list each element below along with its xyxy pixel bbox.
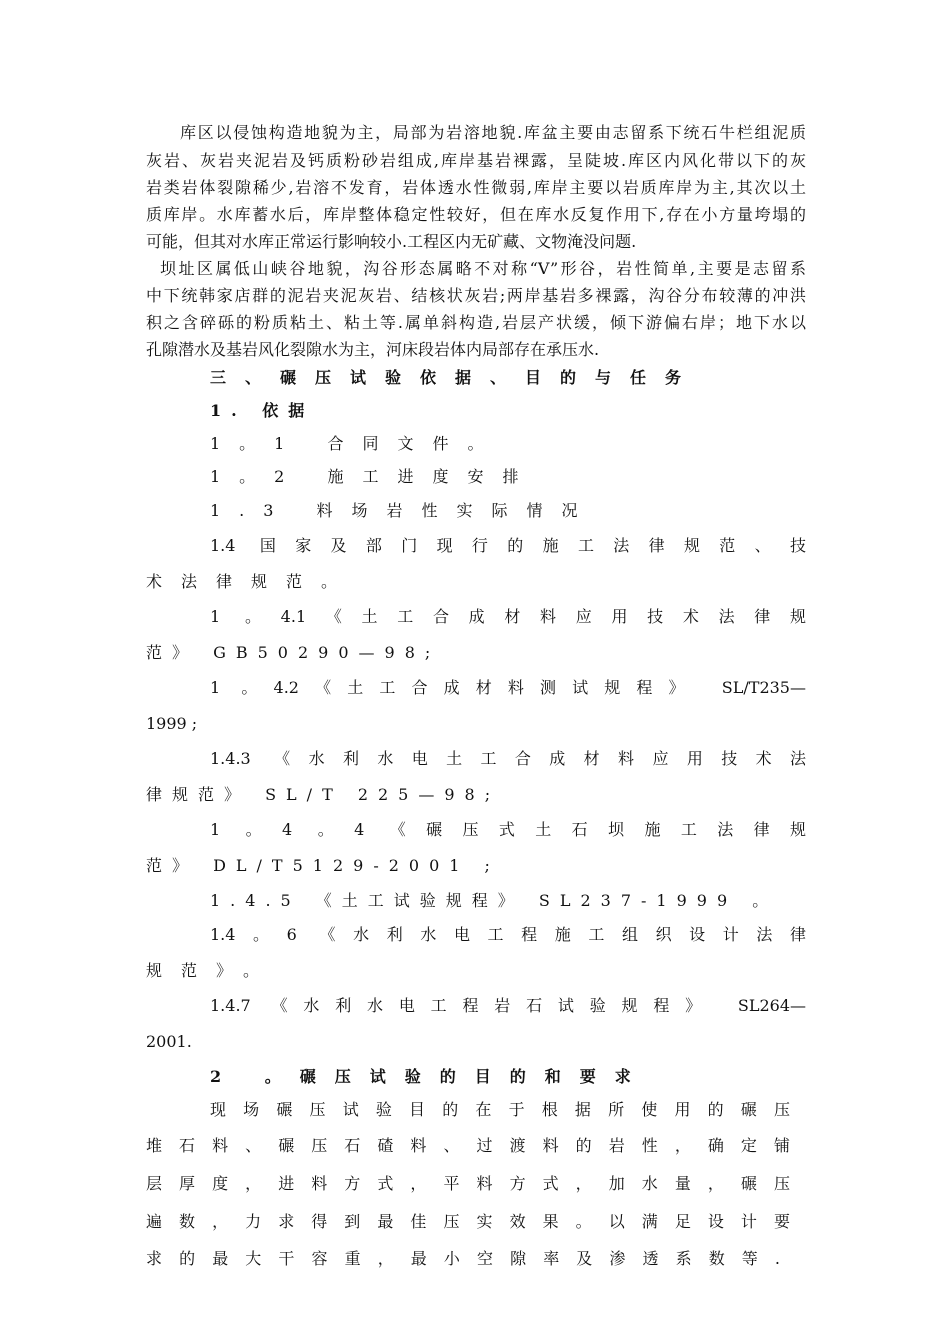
paragraph-3-line-2: 堆石料、碾压石碴料、过渡料的岩性，确定铺 [146,1136,790,1155]
list-item: 1.4 国家及部门现行的施工法律规范、技 [210,536,806,555]
subsection-1-heading: 1. 依据 [210,401,315,420]
paragraph-2-line-3: 积之含碎砾的粉质粘土、粘土等.属单斜构造,岩层产状缓，倾下游偏右岸；地下水以 [146,313,806,332]
list-item: 1.4.5 《土工试验规程》 SL237-1999 。 [210,891,779,910]
paragraph-1-line-4: 质库岸。水库蓄水后，库岸整体稳定性较好，但在库水反复作用下,存在小方量垮塌的 [146,205,806,224]
paragraph-1-line-1: 库区以侵蚀构造地貌为主，局部为岩溶地貌.库盆主要由志留系下统石牛栏组泥质 [180,123,806,142]
list-item-continuation: 术法律规范。 [146,572,357,591]
list-item-continuation: 范》 GB50290—98; [146,643,441,662]
paragraph-3-line-1: 现场碾压试验目的在于根据所使用的碾压 [210,1100,790,1119]
section-heading: 三、碾压试验依据、目的与任务 [210,368,701,387]
paragraph-3-line-3: 层厚度，进料方式，平料方式，加水量，碾压 [146,1174,790,1193]
paragraph-1-line-3: 岩类岩体裂隙稀少,岩溶不发育，岩体透水性微弱,库岸主要以岩质库岸为主,其次以土 [146,178,806,197]
list-item: 1.4.7 《水利水电工程岩石试验规程》 SL264— [210,996,806,1015]
list-item: 1.4。6 《水利水电工程施工组织设计法律 [210,925,806,944]
list-item: 1 。4 。4 《碾压式土石坝施工法律规 [210,820,806,839]
paragraph-1-line-5: 可能，但其对水库正常运行影响较小.工程区内无矿藏、文物淹没问题. [146,232,637,251]
paragraph-3-line-4: 遍数，力求得到最佳压实效果。以满足设计要 [146,1212,790,1231]
list-item: 1 。4.2《土工合成材料测试规程》 SL/T235— [210,678,806,697]
list-item-continuation: 范》 DL/T5129-2001 ; [146,856,500,875]
list-item: 1 。4.1《土工合成材料应用技术法律规 [210,607,806,626]
list-item: 1.3 料场岩性实际情况 [210,501,597,520]
list-item: 1。2 施工进度安排 [210,467,538,486]
paragraph-1-line-2: 灰岩、灰岩夹泥岩及钙质粉砂岩组成,库岸基岩裸露，呈陡坡.库区内风化带以下的灰 [146,151,806,170]
paragraph-2-line-2: 中下统韩家店群的泥岩夹泥灰岩、结核状灰岩;两岸基岩多裸露，沟谷分布较薄的冲洪 [146,286,806,305]
paragraph-2-line-4: 孔隙潜水及基岩风化裂隙水为主，河床段岩体内局部存在承压水. [146,340,600,359]
list-item: 1.4.3 《水利水电土工合成材料应用技术法 [210,749,806,768]
list-item-continuation: 律规范》 SL/T 225—98; [146,785,501,804]
subsection-2-heading: 2 。碾压试验的目的和要求 [210,1067,650,1086]
paragraph-2-line-1: 坝址区属低山峡谷地貌，沟谷形态属略不对称“V”形谷，岩性简单,主要是志留系 [160,259,806,278]
list-item-continuation: 2001. [146,1032,192,1051]
list-item-continuation: 1999 ; [146,714,198,733]
paragraph-3-line-5: 求的最大干容重，最小空隙率及渗透系数等. [146,1249,780,1268]
list-item-continuation: 规范》。 [146,961,279,980]
list-item: 1。1 合同文件。 [210,434,503,453]
